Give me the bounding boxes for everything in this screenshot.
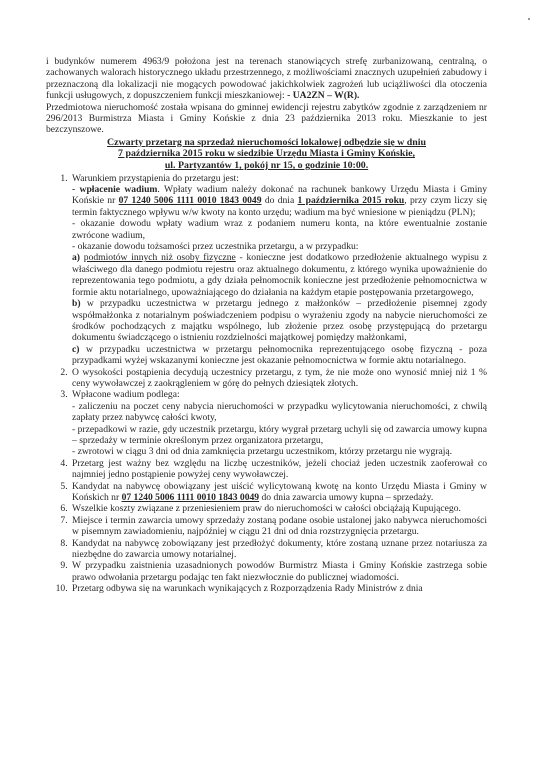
scan-artifact xyxy=(528,18,530,20)
deposit-text-2: do dnia xyxy=(261,195,298,207)
condition-7-text: Miejsce i termin zawarcia umowy sprzedaży zostaną podane osobie ustalonej jako nabywca nieruchomości w pisemnym zawiadomieniu, najpóźniej w ciągu 21 dni od dnia rozstrzygnięcia przetargu. xyxy=(72,514,487,538)
subclause-a-text: - konieczne jest dodatkowo przedłożenie aktualnego wypisu z właściwego dla danego podmiotu rejestru oraz aktualnego dokumentu, z którego wynika upoważnienie do reprezentowania tego podmiotu, a gdy działa pełnomocnik konieczne jest przedłożenie pełnomocnictwa w formie aktu notarialnego, upoważniającego do działania na każdym etapie postępowania przetargowego, xyxy=(72,252,488,298)
intro-text: i budynków numerem 4963/9 położona jest na terenach stanowiących strefę zurbanizowaną, centralną, o zachowanych walorach historycznego układu przestrzennego, z możliwościami znacznych uzupełnień zabudowy i przeznaczoną dla lokalizacji nie mogących powodować jakichkolwiek zagrożeń lub uciążliwości dla otoczenia funkcji usługowych, z dopuszczeniem funkcji mieszkaniowej: xyxy=(46,56,487,102)
auction-heading xyxy=(46,137,487,172)
condition-item xyxy=(70,173,487,367)
bank-account: 07 1240 5006 1111 0010 1843 0049 xyxy=(121,492,260,503)
subclause-a xyxy=(72,252,487,298)
bank-account: 07 1240 5006 1111 0010 1843 0049 xyxy=(118,195,262,207)
subclause-a-label: a) xyxy=(72,252,84,264)
condition-2-text: O wysokości postąpienia decydują uczestnicy przetargu, z tym, że nie może ono wynosić mniej niż 1 % ceny wywoławczej z zaokrągleniem w górę do pełnych dziesiątek złotych. xyxy=(72,366,487,389)
condition-8-text: Kandydat na nabywcę zobowiązany jest przedłożyć dokumenty, które zostaną uznane przez notariusza za niezbędne do zawarcia umowy notarialnej. xyxy=(72,537,487,561)
deposit-text-3: , przy czym liczy się termin faktycznego wpływu w/w kwoty na konto urzędu; wadium ma być wniesione w pieniądzu (PLN); xyxy=(72,195,488,218)
condition-item xyxy=(70,583,487,594)
proof-of-payment-clause: - okazanie dowodu wpłaty wadium wraz z podaniem numeru konta, na które ewentualnie zostanie zwrócone wadium, xyxy=(72,218,487,241)
deposit-text: . Wpłaty wadium należy dokonać na rachunek bankowy Urzędu Miasta i Gminy Końskie nr xyxy=(72,184,487,207)
heading-line-3: ul. Partyzantów 1, pokój nr 15, o godzinie 10:00. xyxy=(164,160,369,172)
subclause-c xyxy=(72,344,487,367)
condition-10-text: Przetarg odbywa się na warunkach wynikających z Rozporządzenia Rady Ministrów z dnia xyxy=(72,583,423,595)
intro-paragraph xyxy=(46,56,487,102)
condition-1-title: 1. Warunkiem przystąpienia do przetargu jest: xyxy=(72,172,239,184)
monument-register-paragraph: Przedmiotowa nieruchomość została wpisana do gminnej ewidencji rejestru zabytków zgodnie z zarządzeniem nr 296/2013 Burmistrza Miasta i Gminy Końskie z dnia 23 października 2013 roku. Mieszkanie to jest bezczynszowe. xyxy=(46,101,487,136)
subclause-b-text: w przypadku uczestnictwa w przetargu jednego z małżonków – przedłożenie pisemnej zgody współmałżonka z notarialnym poświadczeniem podpisu o wyrażeniu zgody na nabycie nieruchomości ze środków pochodzących z majątku wspólnego, lub złożenie przez osobę przystępującą do przetargu dokumentu świadczącego o istnieniu rozdzielności majątkowej pomiędzy małżonkami, xyxy=(72,298,488,344)
condition-9-text: W przypadku zaistnienia uzasadnionych powodów Burmistrz Miasta i Gminy Końskie zastrzega sobie prawo odwołania przetargu podając ten fakt niezwłocznie do publicznej wiadomości. xyxy=(72,560,487,583)
condition-item xyxy=(70,367,487,390)
condition-3-a: - zaliczeniu na poczet ceny nabycia nieruchomości w przypadku wylicytowania nieruchomości, z chwilą zapłaty przez nabywcę całości kwoty, xyxy=(72,400,487,424)
subclause-b-label: b) xyxy=(72,298,87,310)
subclause-a-underlined: podmiotów innych niż osoby fizyczne xyxy=(83,252,236,264)
condition-item xyxy=(70,503,487,514)
condition-6-text: Wszelkie koszty związane z przeniesieniem praw do nieruchomości w całości obciążają Kupującego. xyxy=(72,503,461,515)
subclause-c-label: c) xyxy=(72,343,86,355)
condition-4-text: Przetarg jest ważny bez względu na liczbę uczestników, jeżeli chociaż jeden uczestnik zaoferował co najmniej jedno postąpienie powyżej ceny wywoławczej. xyxy=(72,457,487,481)
condition-3-c: - zwrotowi w ciągu 3 dni od dnia zamknięcia przetargu uczestnikom, którzy przetargu nie wygrają. xyxy=(72,446,453,458)
subclause-b xyxy=(72,298,487,344)
condition-5-text-2: do dnia zawarcia umowy kupna – sprzedaży. xyxy=(259,492,434,503)
condition-item xyxy=(70,538,487,561)
condition-5-text: Kandydat na nabywcę obowiązany jest uiścić wylicytowaną kwotę na konto Urzędu Miasta i Gminy w Końskich nr xyxy=(72,480,487,503)
condition-item xyxy=(70,560,487,583)
condition-item xyxy=(70,458,487,481)
conditions-list xyxy=(46,173,487,595)
deposit-clause xyxy=(72,184,487,218)
subclause-c-text: w przypadku uczestnictwa w przetargu pełnomocnika reprezentującego osobę fizyczną - poza przypadkami wyżej wskazanymi konieczne jest okazanie pełnomocnictwa w formie aktu notarialnego. xyxy=(72,343,487,367)
heading-line-1: Czwarty przetarg na sprzedaż nieruchomości lokalowej odbędzie się w dniu xyxy=(107,136,426,148)
condition-3-title: 3. Wpłacone wadium podlega: xyxy=(72,389,180,401)
heading-line-2: 7 października 2015 roku w siedzibie Urzędu Miasta i Gminy Końskie, xyxy=(118,148,415,160)
condition-3-b: - przepadkowi w razie, gdy uczestnik przetargu, który wygrał przetarg uchyli się od zawarcia umowy kupna – sprzedaży w terminie określonym przez organizatora przetargu, xyxy=(72,423,487,446)
identity-clause: - okazanie dowodu tożsamości przez uczestnika przetargu, a w przypadku: xyxy=(72,241,359,253)
zoning-code: - UA2ZN – W(R). xyxy=(284,90,360,102)
condition-item xyxy=(70,481,487,504)
condition-item xyxy=(70,515,487,538)
deposit-deadline: 1 października 2015 roku xyxy=(297,195,405,207)
deposit-label: - wpłacenie wadium xyxy=(72,184,158,196)
condition-item xyxy=(70,389,487,457)
